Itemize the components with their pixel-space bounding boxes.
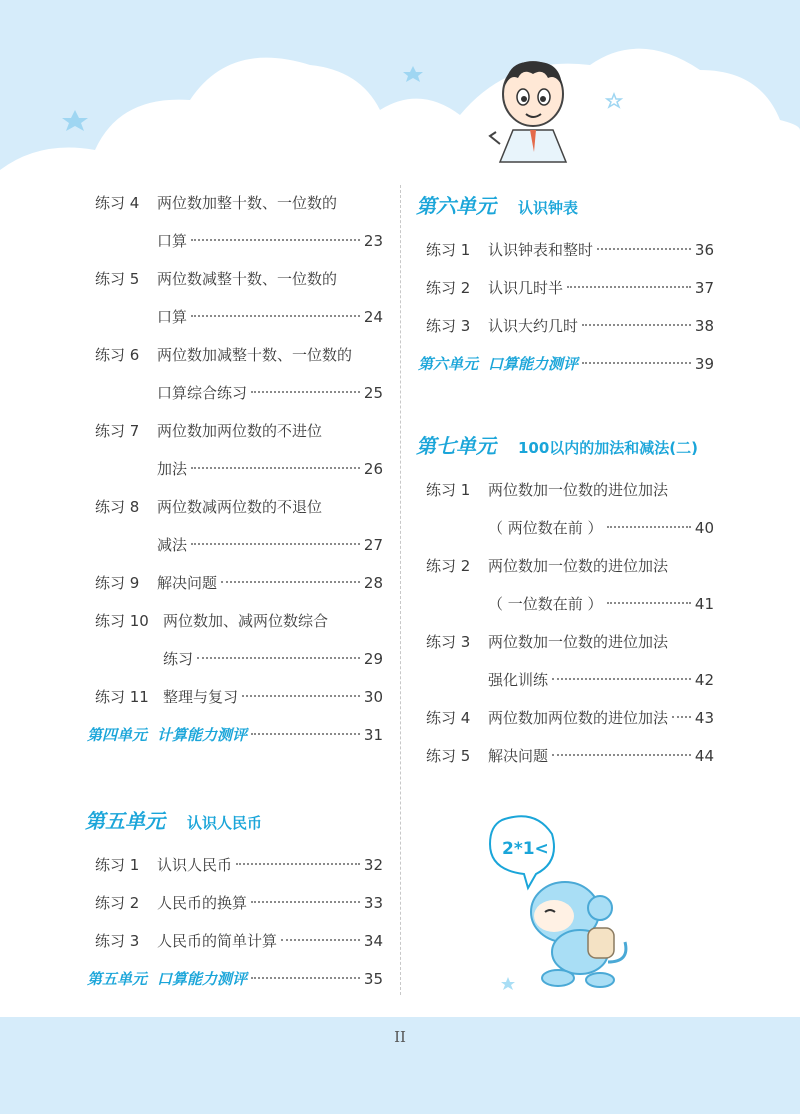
page-number: 24 <box>363 308 383 326</box>
star-icon <box>62 110 88 131</box>
exercise-label: 练习 8 <box>95 498 140 516</box>
exercise-title: 两位数加整十数、一位数的 <box>157 194 338 212</box>
exercise-label: 练习 11 <box>95 688 149 706</box>
page-number: 35 <box>363 970 383 988</box>
exercise-title: 认识几时半 <box>488 279 564 297</box>
page-number: 40 <box>694 519 714 537</box>
unit-label: 第六单元 <box>416 194 496 218</box>
exercise-label: 练习 2 <box>95 894 140 912</box>
leader-dots <box>242 695 360 697</box>
star-icon <box>403 66 423 82</box>
assessment-unit-label: 第五单元 <box>87 970 148 988</box>
leader-dots <box>607 526 691 528</box>
exercise-title-cont: 口算 <box>157 308 188 326</box>
unit-heading[interactable] <box>416 183 714 229</box>
exercise-label: 练习 3 <box>426 317 471 335</box>
toc-entry[interactable] <box>426 741 714 779</box>
leader-dots <box>236 863 360 865</box>
exercise-title: 两位数加一位数的进位加法 <box>488 481 669 499</box>
page-number: 33 <box>363 894 383 912</box>
exercise-title-cont: 减法 <box>157 536 188 554</box>
exercise-title: 两位数加、减两位数综合 <box>163 612 329 630</box>
toc-entry[interactable] <box>426 475 714 551</box>
exercise-label: 练习 1 <box>426 241 471 259</box>
boy-mascot-icon <box>488 52 578 172</box>
exercise-title: 认识大约几时 <box>488 317 579 335</box>
toc-entry[interactable] <box>95 568 383 606</box>
toc-entry[interactable] <box>426 273 714 311</box>
toc-entry[interactable] <box>95 888 383 926</box>
exercise-title: 人民币的换算 <box>157 894 248 912</box>
exercise-title: 两位数减两位数的不退位 <box>157 498 323 516</box>
exercise-label: 练习 4 <box>426 709 471 727</box>
page-number: 37 <box>694 279 714 297</box>
exercise-title: 解决问题 <box>488 747 549 765</box>
monkey-mascot-icon <box>480 812 650 1002</box>
leader-dots <box>672 716 691 718</box>
unit-heading[interactable] <box>416 423 714 469</box>
toc-entry[interactable] <box>426 311 714 349</box>
unit-label: 第五单元 <box>85 809 165 833</box>
page-number: 32 <box>363 856 383 874</box>
exercise-title: 两位数加一位数的进位加法 <box>488 557 669 575</box>
unit-label: 第七单元 <box>416 434 496 458</box>
exercise-title: 解决问题 <box>157 574 218 592</box>
exercise-label: 练习 7 <box>95 422 140 440</box>
exercise-title-cont: 练习 <box>163 650 194 668</box>
exercise-title: 两位数加两位数的进位加法 <box>488 709 669 727</box>
unit-assessment-entry[interactable] <box>87 964 383 1002</box>
exercise-title: 两位数加两位数的不进位 <box>157 422 323 440</box>
leader-dots <box>191 315 360 317</box>
exercise-title: 认识钟表和整时 <box>488 241 594 259</box>
column-divider <box>400 185 401 995</box>
exercise-title-cont: 强化训练 <box>488 671 549 689</box>
exercise-title-cont: 加法 <box>157 460 188 478</box>
toc-right-column <box>416 183 714 779</box>
exercise-label: 练习 2 <box>426 279 471 297</box>
leader-dots <box>552 754 691 756</box>
toc-entry[interactable] <box>95 340 383 416</box>
leader-dots <box>221 581 360 583</box>
assessment-unit-label: 第四单元 <box>87 726 148 744</box>
leader-dots <box>191 467 360 469</box>
exercise-label: 练习 1 <box>426 481 471 499</box>
assessment-title: 计算能力测评 <box>157 726 248 744</box>
leader-dots <box>582 324 691 326</box>
exercise-title: 两位数加减整十数、一位数的 <box>157 346 353 364</box>
page-number-footer: II <box>394 1028 406 1046</box>
page-number: 36 <box>694 241 714 259</box>
page-number: 28 <box>363 574 383 592</box>
leader-dots <box>197 657 360 659</box>
unit-title: 认识人民币 <box>187 814 263 832</box>
toc-left-column <box>85 188 383 1002</box>
unit-title: 认识钟表 <box>518 199 579 217</box>
exercise-title: 两位数加一位数的进位加法 <box>488 633 669 651</box>
exercise-label: 练习 5 <box>426 747 471 765</box>
exercise-label: 练习 3 <box>426 633 471 651</box>
leader-dots <box>251 733 360 735</box>
page-number: 42 <box>694 671 714 689</box>
page-number: 39 <box>694 355 714 373</box>
exercise-title: 两位数减整十数、一位数的 <box>157 270 338 288</box>
assessment-title: 口算能力测评 <box>488 355 579 373</box>
page-number: 27 <box>363 536 383 554</box>
exercise-label: 练习 3 <box>95 932 140 950</box>
exercise-label: 练习 1 <box>95 856 140 874</box>
unit-heading[interactable] <box>85 798 383 844</box>
exercise-title-cont: 口算 <box>157 232 188 250</box>
toc-entry[interactable] <box>95 416 383 492</box>
exercise-title-cont: （ 两位数在前 ） <box>488 519 603 537</box>
assessment-unit-label: 第六单元 <box>418 355 479 373</box>
exercise-title-cont: 口算综合练习 <box>157 384 248 402</box>
exercise-title: 认识人民币 <box>157 856 233 874</box>
page-number: 26 <box>363 460 383 478</box>
page-number: 41 <box>694 595 714 613</box>
unit-assessment-entry[interactable] <box>87 720 383 758</box>
page-number: 31 <box>363 726 383 744</box>
bubble-text: 2*1< <box>502 839 549 859</box>
leader-dots <box>191 239 360 241</box>
leader-dots <box>191 543 360 545</box>
exercise-title-cont: （ 一位数在前 ） <box>488 595 603 613</box>
leader-dots <box>251 977 360 979</box>
page-number: 43 <box>694 709 714 727</box>
toc-entry[interactable] <box>95 264 383 340</box>
page-number: 30 <box>363 688 383 706</box>
page-number: 34 <box>363 932 383 950</box>
exercise-title: 人民币的简单计算 <box>157 932 278 950</box>
unit-title: 100以内的加法和减法(二) <box>518 439 699 457</box>
toc-entry[interactable] <box>95 850 383 888</box>
exercise-label: 练习 9 <box>95 574 140 592</box>
toc-entry[interactable] <box>95 492 383 568</box>
exercise-title: 整理与复习 <box>163 688 239 706</box>
leader-dots <box>281 939 360 941</box>
toc-entry[interactable] <box>426 551 714 627</box>
toc-entry[interactable] <box>95 606 383 682</box>
leader-dots <box>251 901 360 903</box>
toc-entry[interactable] <box>426 627 714 703</box>
toc-entry[interactable] <box>95 682 383 720</box>
leader-dots <box>251 391 360 393</box>
leader-dots <box>597 248 691 250</box>
page-number: 25 <box>363 384 383 402</box>
toc-entry[interactable] <box>95 188 383 264</box>
page-number: 38 <box>694 317 714 335</box>
leader-dots <box>582 362 691 364</box>
unit-assessment-entry[interactable] <box>418 349 714 387</box>
exercise-label: 练习 10 <box>95 612 149 630</box>
leader-dots <box>607 602 691 604</box>
exercise-label: 练习 6 <box>95 346 140 364</box>
toc-entry[interactable] <box>426 235 714 273</box>
assessment-title: 口算能力测评 <box>157 970 248 988</box>
toc-entry[interactable] <box>95 926 383 964</box>
page-number: 44 <box>694 747 714 765</box>
page-number: 23 <box>363 232 383 250</box>
toc-entry[interactable] <box>426 703 714 741</box>
exercise-label: 练习 5 <box>95 270 140 288</box>
exercise-label: 练习 4 <box>95 194 140 212</box>
page-number: 29 <box>363 650 383 668</box>
leader-dots <box>567 286 691 288</box>
exercise-label: 练习 2 <box>426 557 471 575</box>
leader-dots <box>552 678 691 680</box>
